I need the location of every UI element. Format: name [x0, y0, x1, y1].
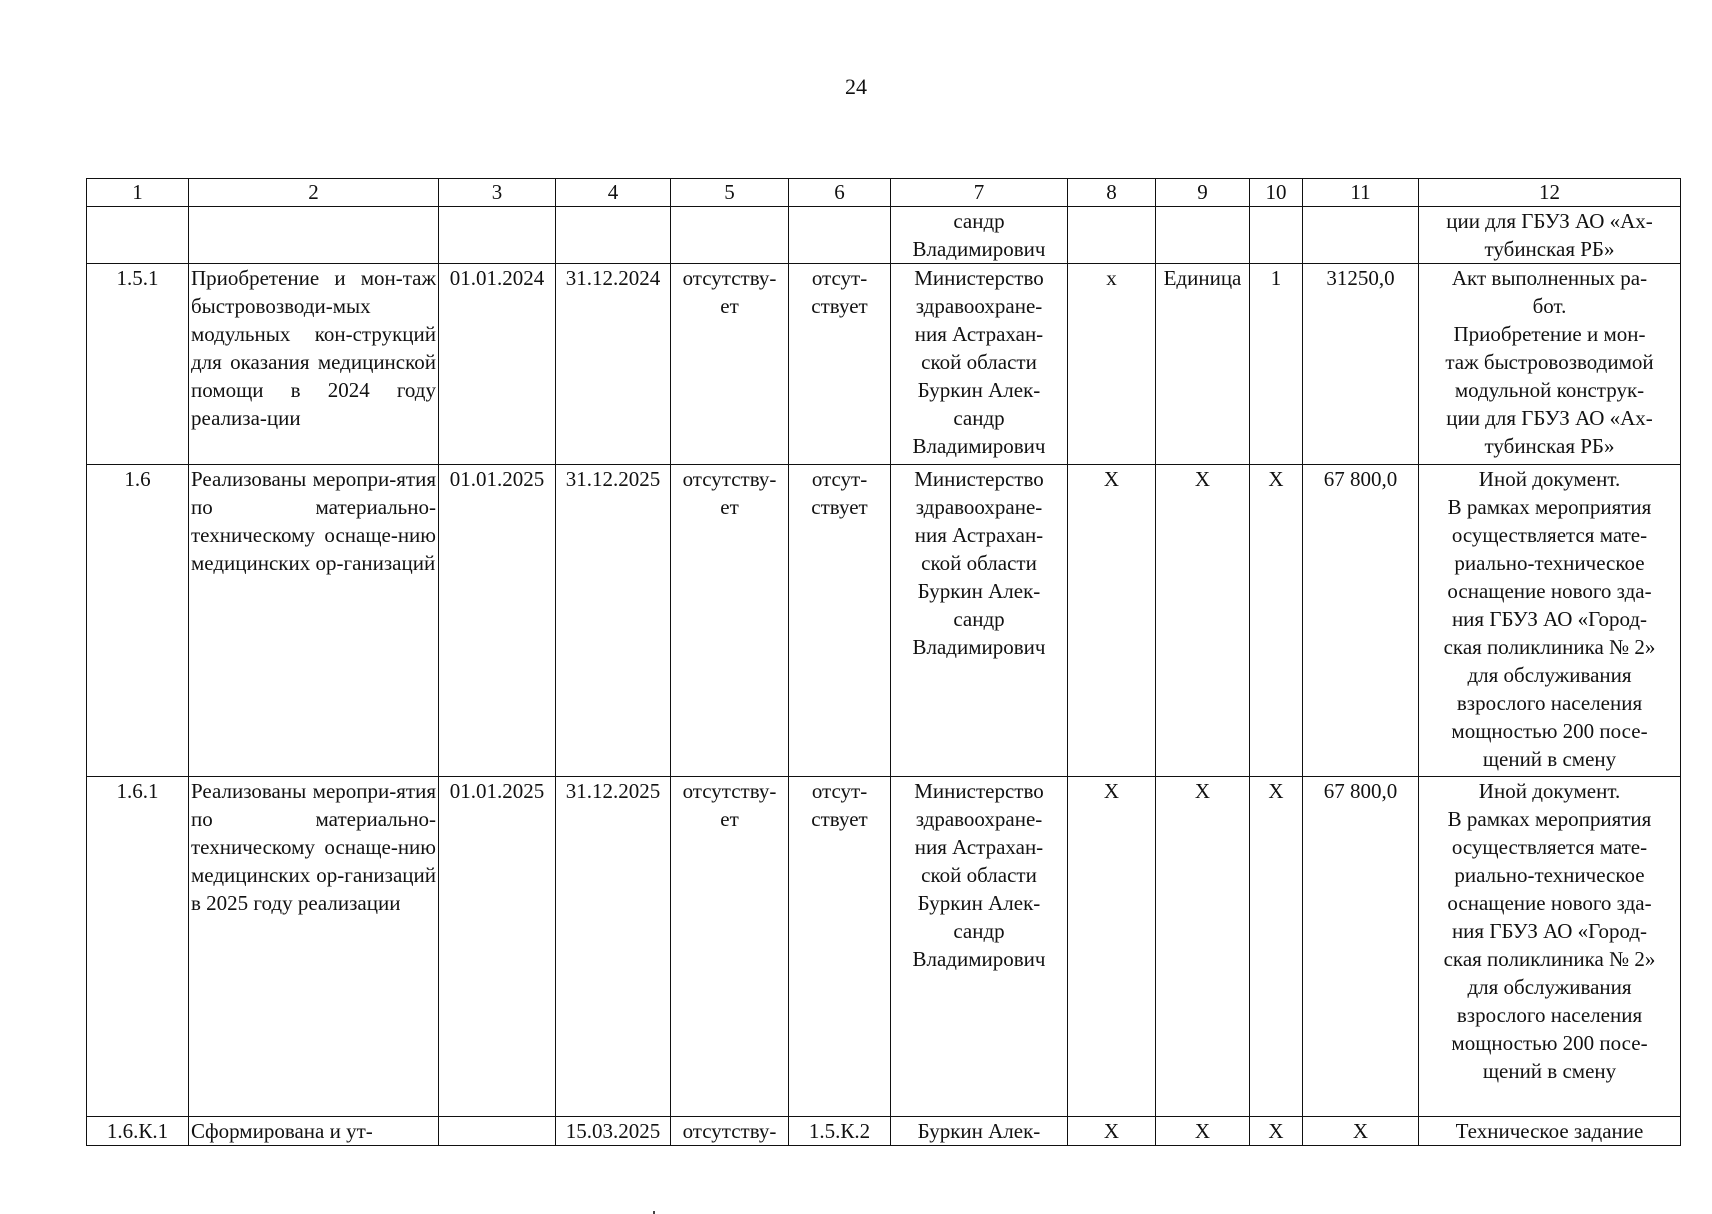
cell-value — [1250, 207, 1303, 264]
page-number: 24 — [845, 74, 867, 99]
column-header: 2 — [189, 179, 439, 207]
cell-name: Приобретение и мон-таж быстровозводи-мых модульных кон-струкций для оказания медицинской помощи в 2024 году реализа-ции — [189, 264, 439, 465]
column-header: 3 — [439, 179, 556, 207]
cell-responsible: Министерство здравоохране- ния Астрахан- ской области Буркин Алек- сандр Владимирович — [891, 264, 1068, 465]
column-header: 4 — [556, 179, 671, 207]
cell-document: Акт выполненных ра- бот. Приобретение и мон- таж быстровозводимой модульной конструк- ции для ГБУЗ АО «Ах- тубинская РБ» — [1419, 264, 1681, 465]
cell-col8: х — [1068, 264, 1156, 465]
column-header: 12 — [1419, 179, 1681, 207]
cell-document: Иной документ. В рамках мероприятия осуществляется мате- риально-техническое оснащение нового зда- ния ГБУЗ АО «Город- ская поликлиника № 2» для обслуживания взрослого населения мощностью 200 посе- щений в смену — [1419, 465, 1681, 777]
cell-end-date: 15.03.2025 — [556, 1117, 671, 1146]
cell-successor: отсут- ствует — [789, 777, 891, 1117]
cell-successor: 1.5.К.2 — [789, 1117, 891, 1146]
table-row — [87, 264, 1681, 465]
cell-col8: X — [1068, 465, 1156, 777]
column-header: 8 — [1068, 179, 1156, 207]
cell-col8: X — [1068, 777, 1156, 1117]
cell-end-date — [556, 207, 671, 264]
table-row — [87, 465, 1681, 777]
column-header: 6 — [789, 179, 891, 207]
cell-number: 1.6.1 — [87, 777, 189, 1117]
cell-end-date: 31.12.2025 — [556, 777, 671, 1117]
cell-amount: X — [1303, 1117, 1419, 1146]
cell-name — [189, 207, 439, 264]
cell-amount — [1303, 207, 1419, 264]
cell-amount: 67 800,0 — [1303, 777, 1419, 1117]
cell-number: 1.6.К.1 — [87, 1117, 189, 1146]
column-header: 5 — [671, 179, 789, 207]
table-row — [87, 207, 1681, 264]
cell-start-date — [439, 207, 556, 264]
cell-unit — [1156, 207, 1250, 264]
cell-start-date — [439, 1117, 556, 1146]
cell-predecessor — [671, 207, 789, 264]
cell-name: Сформирована и ут- — [189, 1117, 439, 1146]
cell-successor: отсут- ствует — [789, 264, 891, 465]
cell-predecessor: отсутству- — [671, 1117, 789, 1146]
cell-value: X — [1250, 465, 1303, 777]
cell-responsible: Министерство здравоохране- ния Астрахан- ской области Буркин Алек- сандр Владимирович — [891, 777, 1068, 1117]
cell-unit: X — [1156, 1117, 1250, 1146]
cell-document: Иной документ. В рамках мероприятия осуществляется мате- риально-техническое оснащение нового зда- ния ГБУЗ АО «Город- ская поликлиника № 2» для обслуживания взрослого населения мощностью 200 посе- щений в смену — [1419, 777, 1681, 1117]
column-header: 1 — [87, 179, 189, 207]
cell-start-date: 01.01.2024 — [439, 264, 556, 465]
header-row — [87, 179, 1681, 207]
cell-predecessor: отсутству- ет — [671, 264, 789, 465]
table-row — [87, 1117, 1681, 1146]
cell-number: 1.6 — [87, 465, 189, 777]
cell-predecessor: отсутству- ет — [671, 465, 789, 777]
cell-responsible: Министерство здравоохране- ния Астрахан- ской области Буркин Алек- сандр Владимирович — [891, 465, 1068, 777]
cell-successor: отсут- ствует — [789, 465, 891, 777]
column-header: 7 — [891, 179, 1068, 207]
cell-successor — [789, 207, 891, 264]
cell-start-date: 01.01.2025 — [439, 777, 556, 1117]
cell-col8 — [1068, 207, 1156, 264]
cell-start-date: 01.01.2025 — [439, 465, 556, 777]
table-row — [87, 777, 1681, 1117]
cell-end-date: 31.12.2025 — [556, 465, 671, 777]
cell-value: X — [1250, 1117, 1303, 1146]
cell-amount: 31250,0 — [1303, 264, 1419, 465]
cell-value: X — [1250, 777, 1303, 1117]
cell-unit: X — [1156, 465, 1250, 777]
cell-responsible: Буркин Алек- — [891, 1117, 1068, 1146]
cell-name: Реализованы меропри-ятия по материально-техническому оснаще-нию медицинских ор-ганизаций — [189, 465, 439, 777]
cell-col8: X — [1068, 1117, 1156, 1146]
cell-responsible: сандр Владимирович — [891, 207, 1068, 264]
cell-unit: X — [1156, 777, 1250, 1117]
cell-number — [87, 207, 189, 264]
cell-number: 1.5.1 — [87, 264, 189, 465]
column-header: 9 — [1156, 179, 1250, 207]
cell-document: Техническое задание — [1419, 1117, 1681, 1146]
cell-predecessor: отсутству- ет — [671, 777, 789, 1117]
column-header: 10 — [1250, 179, 1303, 207]
plan-table — [86, 178, 1681, 1146]
cell-document: ции для ГБУЗ АО «Ах- тубинская РБ» — [1419, 207, 1681, 264]
cell-name: Реализованы меропри-ятия по материально-техническому оснаще-нию медицинских ор-ганизаций в 2025 году реализации — [189, 777, 439, 1117]
cell-amount: 67 800,0 — [1303, 465, 1419, 777]
cell-unit: Единица — [1156, 264, 1250, 465]
cell-end-date: 31.12.2024 — [556, 264, 671, 465]
cell-value: 1 — [1250, 264, 1303, 465]
column-header: 11 — [1303, 179, 1419, 207]
